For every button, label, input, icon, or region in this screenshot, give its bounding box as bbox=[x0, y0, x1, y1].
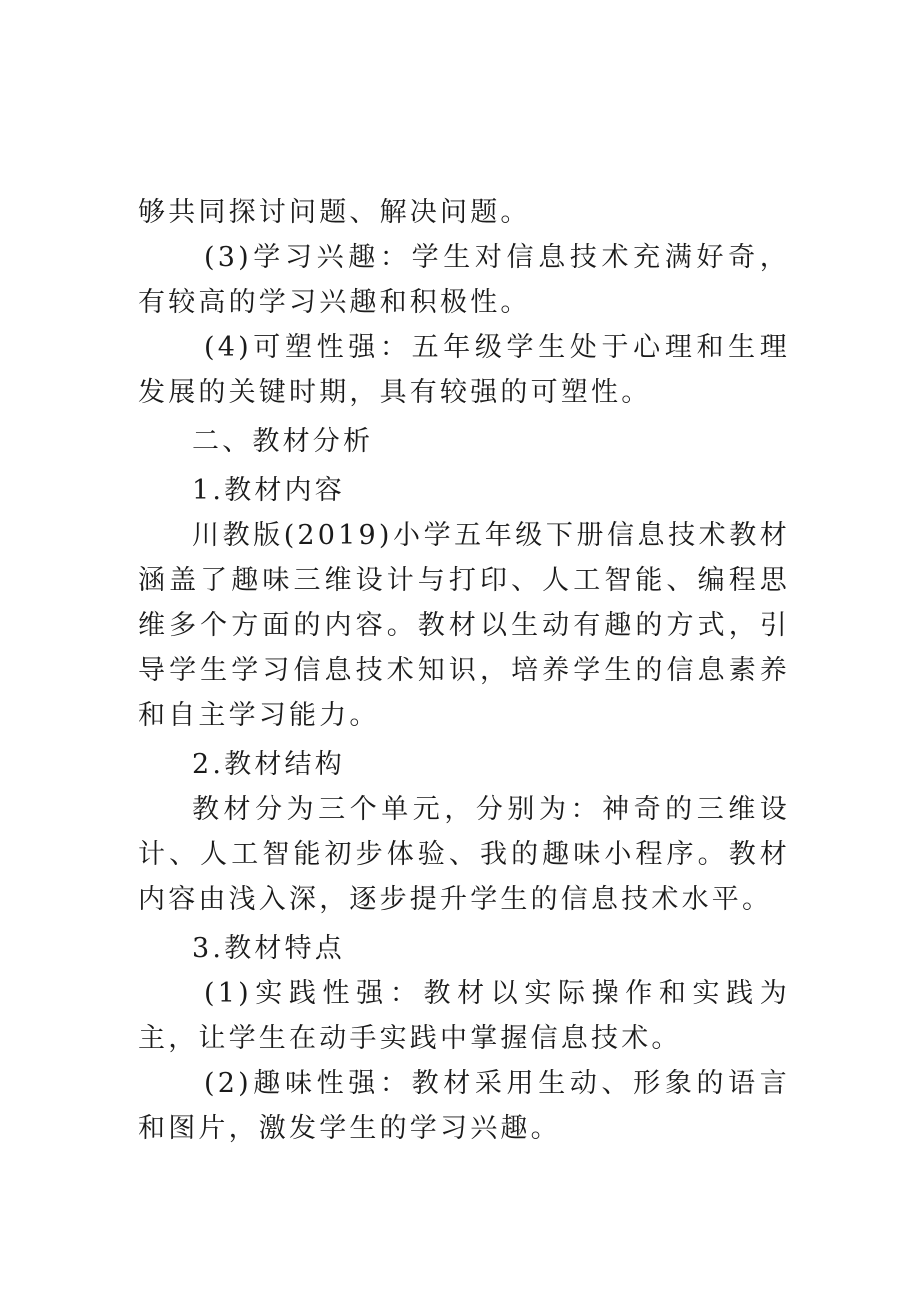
paragraph-learning-interest: (3)学习兴趣：学生对信息技术充满好奇，有较高的学习兴趣和积极性。 bbox=[138, 242, 790, 318]
paragraph-continuation: 够共同探讨问题、解决问题。 bbox=[138, 197, 531, 228]
paragraph-fun: (2)趣味性强：教材采用生动、形象的语言和图片，激发学生的学习兴趣。 bbox=[138, 1068, 790, 1144]
section-heading-textbook-analysis: 二、教材分析 bbox=[192, 426, 374, 457]
paragraph-textbook-structure: 教材分为三个单元，分别为：神奇的三维设计、人工智能初步体验、我的趣味小程序。教材内容由浅入深，逐步提升学生的信息技术水平。 bbox=[138, 794, 790, 915]
paragraph-practicality: (1)实践性强：教材以实际操作和实践为主，让学生在动手实践中掌握信息技术。 bbox=[138, 978, 790, 1054]
subheading-textbook-features: 3.教材特点 bbox=[192, 933, 345, 964]
document-body bbox=[138, 190, 790, 1151]
subheading-textbook-structure: 2.教材结构 bbox=[192, 749, 345, 780]
paragraph-textbook-content: 川教版(2019)小学五年级下册信息技术教材涵盖了趣味三维设计与打印、人工智能、编程思维多个方面的内容。教材以生动有趣的方式，引导学生学习信息技术知识，培养学生的信息素养和自主学习能力。 bbox=[138, 520, 790, 731]
paragraph-plasticity: (4)可塑性强：五年级学生处于心理和生理发展的关键时期，具有较强的可塑性。 bbox=[138, 332, 790, 408]
subheading-textbook-content: 1.教材内容 bbox=[192, 475, 345, 506]
